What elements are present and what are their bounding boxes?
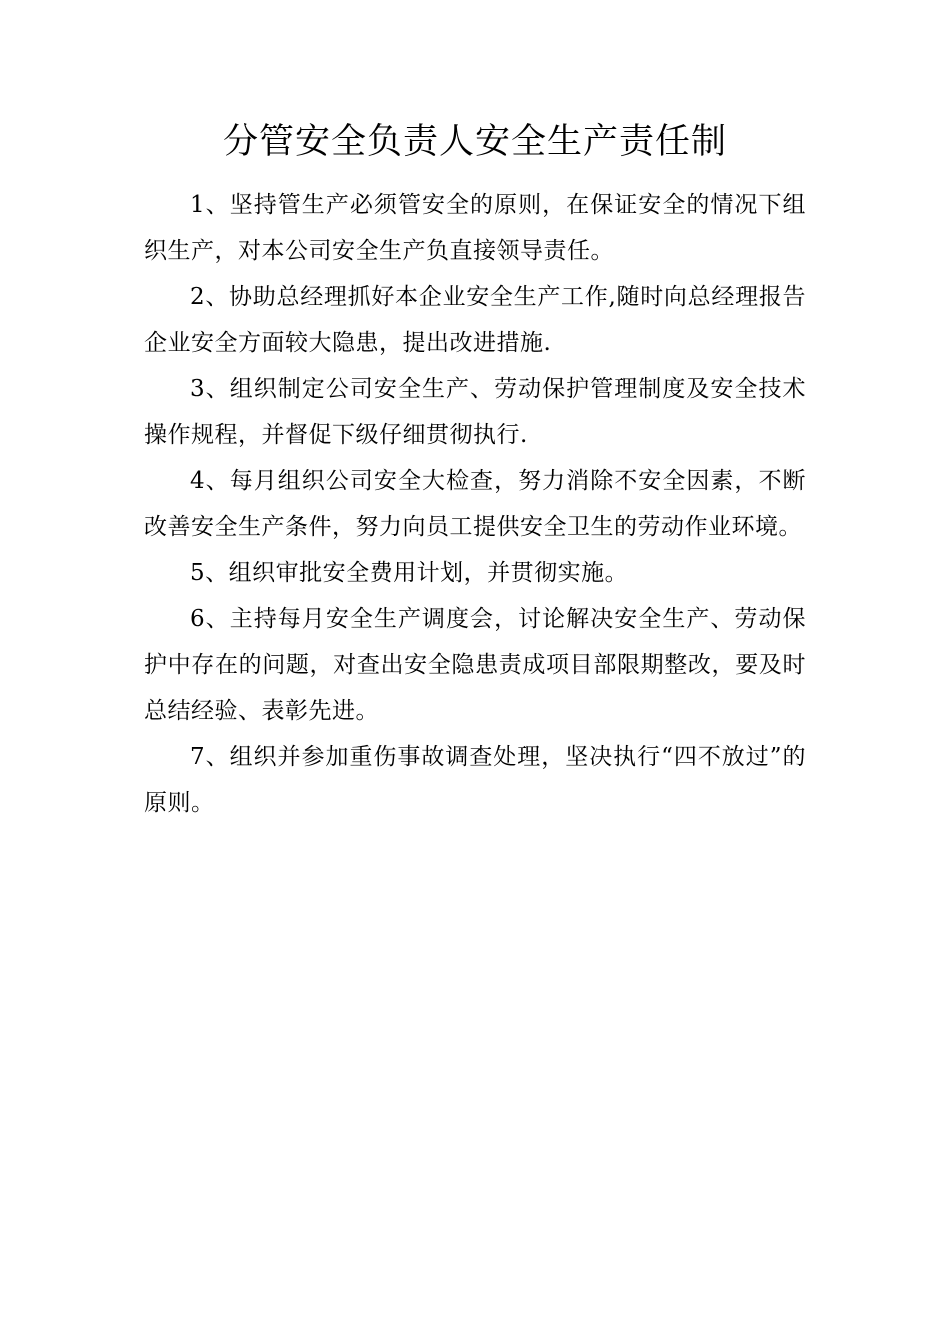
paragraph-5: 5、组织审批安全费用计划，并贯彻实施。	[190, 560, 629, 586]
paragraph-4: 4、每月组织公司安全大检查，努力消除不安全因素，不断改善安全生产条件，努力向员工提供安全卫生的劳动作业环境。	[144, 468, 806, 540]
document-title: 分管安全负责人安全生产责任制	[222, 122, 727, 162]
paragraph-6: 6、主持每月安全生产调度会，讨论解决安全生产、劳动保护中存在的问题，对查出安全隐患责成项目部限期整改，要及时总结经验、表彰先进。	[144, 606, 806, 724]
paragraph-3: 3、组织制定公司安全生产、劳动保护管理制度及安全技术操作规程，并督促下级仔细贯彻执行.	[144, 376, 806, 448]
paragraph-1: 1、坚持管生产必须管安全的原则，在保证安全的情况下组织生产，对本公司安全生产负直接领导责任。	[144, 192, 806, 264]
document-body	[144, 182, 806, 826]
paragraph-7: 7、组织并参加重伤事故调查处理，坚决执行“四不放过”的原则。	[144, 744, 806, 816]
paragraph-2: 2、协助总经理抓好本企业安全生产工作,随时向总经理报告企业安全方面较大隐患，提出改进措施.	[144, 284, 806, 356]
